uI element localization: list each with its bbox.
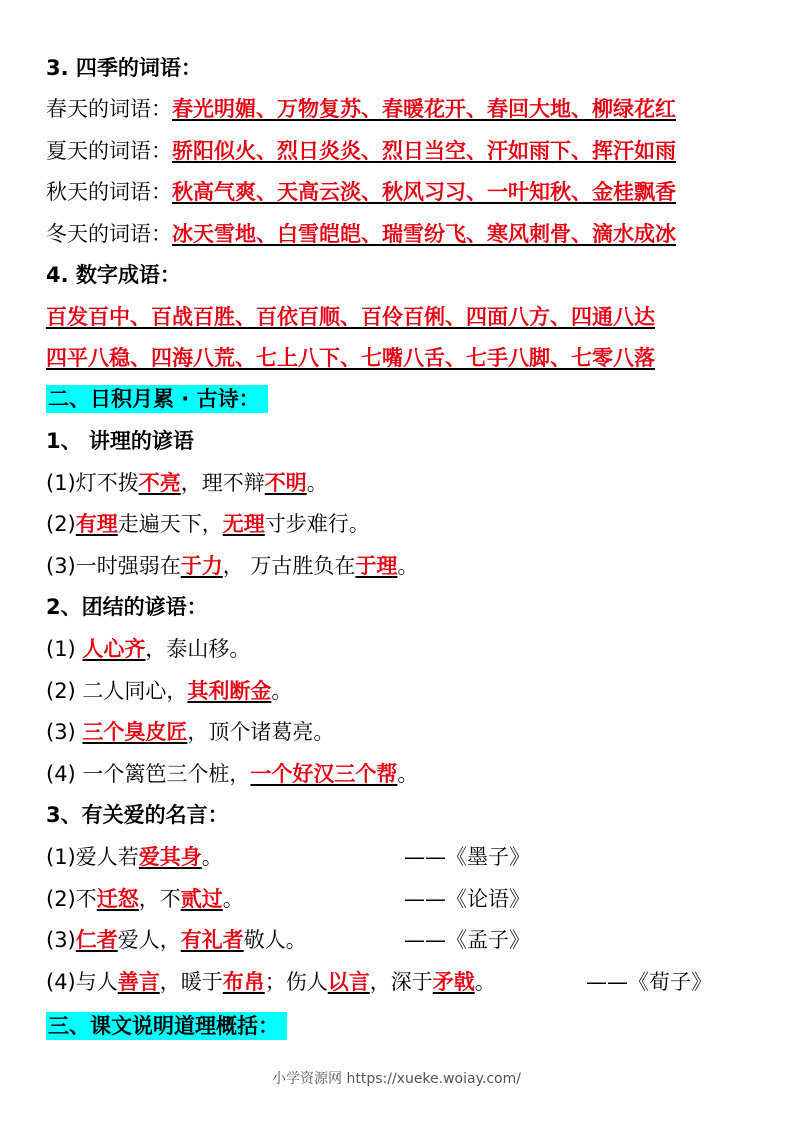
item-number: (4) <box>46 762 83 786</box>
page-footer: 小学资源网 https://xueke.woiay.com/ <box>272 1071 521 1087</box>
item-text: ，深于 <box>369 970 433 994</box>
proverb-item <box>46 634 250 664</box>
item-number: (1) <box>46 637 83 661</box>
proverb-item <box>46 551 418 581</box>
item-number: (2) <box>46 887 76 911</box>
answer-blank: 不明 <box>264 471 307 495</box>
group-heading-unity-proverbs: 2、团结的谚语： <box>46 595 208 619</box>
item-text: 一个篱笆三个桩， <box>82 762 251 786</box>
group-heading-reason-proverbs: 1、 讲理的谚语 <box>46 429 194 453</box>
item-text: ，不 <box>138 887 181 911</box>
item-text: 不 <box>75 887 97 911</box>
quote-item <box>46 842 223 872</box>
quote-item <box>46 884 244 914</box>
row-label: 夏天的词语： <box>46 139 172 163</box>
answer-blank: 无理 <box>222 512 265 536</box>
item-text: ， 万古胜负在 <box>222 554 356 578</box>
idiom-line <box>46 343 655 373</box>
item-text: 。 <box>397 762 419 786</box>
answer-blank: 其利断金 <box>187 679 272 703</box>
item-number: (3) <box>46 720 83 744</box>
row-label: 秋天的词语： <box>46 180 172 204</box>
answer-blank: 善言 <box>117 970 160 994</box>
row-words: 冰天雪地、白雪皑皑、瑞雪纷飞、寒风刺骨、滴水成冰 <box>172 222 676 246</box>
item-text: ，暖于 <box>159 970 223 994</box>
answer-blank: 一个好汉三个帮 <box>250 762 398 786</box>
answer-blank: 三个臭皮匠 <box>82 720 188 744</box>
item-text: 。 <box>271 679 293 703</box>
item-number: (3) <box>46 928 76 952</box>
answer-blank: 于力 <box>180 554 223 578</box>
row-label: 冬天的词语： <box>46 222 172 246</box>
item-text: 。 <box>201 845 223 869</box>
item-number: (1) <box>46 845 76 869</box>
item-text: 爱人， <box>117 928 181 952</box>
item-text: ，理不辩 <box>180 471 265 495</box>
part-heading-accumulation <box>46 384 268 414</box>
item-text: ，顶个诸葛亮。 <box>187 720 335 744</box>
quote-source: ——《墨子》 <box>404 845 530 869</box>
idiom-words: 百发百中、百战百胜、百依百顺、百伶百俐、四面八方、四通八达 <box>46 305 655 329</box>
part-heading-text-reasoning <box>46 1011 287 1041</box>
item-number: (2) <box>46 512 76 536</box>
item-text: 与人 <box>75 970 118 994</box>
answer-blank: 不亮 <box>138 471 181 495</box>
group-heading-love-quotes: 3、有关爱的名言： <box>46 803 229 827</box>
idiom-words: 四平八稳、四海八荒、七上八下、七嘴八舌、七手八脚、七零八落 <box>46 346 655 370</box>
quote-item <box>46 925 307 955</box>
season-row-summer <box>46 136 676 166</box>
section-heading-seasons: 3. 四季的词语： <box>46 56 202 80</box>
quote-source: ——《孟子》 <box>404 928 530 952</box>
section-heading-number-idioms: 4. 数字成语： <box>46 263 181 287</box>
highlighted-heading: 二、日积月累 · 古诗： <box>46 385 268 413</box>
row-words: 春光明媚、万物复苏、春暖花开、春回大地、柳绿花红 <box>172 97 676 121</box>
highlighted-heading: 三、课文说明道理概括： <box>46 1012 287 1040</box>
proverb-item <box>46 468 328 498</box>
item-number: (4) <box>46 970 76 994</box>
item-text: 。 <box>474 970 496 994</box>
answer-blank: 人心齐 <box>82 637 146 661</box>
row-label: 春天的词语： <box>46 97 172 121</box>
season-row-winter <box>46 219 676 249</box>
proverb-item <box>46 676 292 706</box>
item-text: 走遍天下， <box>117 512 223 536</box>
item-text: 爱人若 <box>75 845 139 869</box>
row-words: 骄阳似火、烈日炎炎、烈日当空、汗如雨下、挥汗如雨 <box>172 139 676 163</box>
item-number: (3) <box>46 554 76 578</box>
item-text: 一时强弱在 <box>75 554 181 578</box>
item-text: 寸步难行。 <box>264 512 370 536</box>
quote-item <box>46 967 496 997</box>
item-number: (1) <box>46 471 76 495</box>
item-text: 。 <box>397 554 419 578</box>
row-words: 秋高气爽、天高云淡、秋风习习、一叶知秋、金桂飘香 <box>172 180 676 204</box>
item-text: 。 <box>306 471 328 495</box>
proverb-item <box>46 509 370 539</box>
idiom-line <box>46 302 655 332</box>
quote-source: ——《荀子》 <box>586 970 712 994</box>
item-text: 二人同心， <box>82 679 188 703</box>
season-row-spring <box>46 94 676 124</box>
item-text: ；伤人 <box>264 970 328 994</box>
item-number: (2) <box>46 679 83 703</box>
answer-blank: 矛戟 <box>432 970 475 994</box>
item-text: ，泰山移。 <box>145 637 251 661</box>
answer-blank: 布帛 <box>222 970 265 994</box>
answer-blank: 迁怒 <box>96 887 139 911</box>
quote-source: ——《论语》 <box>404 887 530 911</box>
answer-blank: 爱其身 <box>138 845 202 869</box>
season-row-autumn <box>46 177 676 207</box>
answer-blank: 仁者 <box>75 928 118 952</box>
item-text: 敬人。 <box>243 928 307 952</box>
answer-blank: 有礼者 <box>180 928 244 952</box>
item-text: 灯不拨 <box>75 471 139 495</box>
answer-blank: 贰过 <box>180 887 223 911</box>
answer-blank: 有理 <box>75 512 118 536</box>
answer-blank: 以言 <box>327 970 370 994</box>
proverb-item <box>46 759 418 789</box>
proverb-item <box>46 717 334 747</box>
item-text: 。 <box>222 887 244 911</box>
answer-blank: 于理 <box>355 554 398 578</box>
